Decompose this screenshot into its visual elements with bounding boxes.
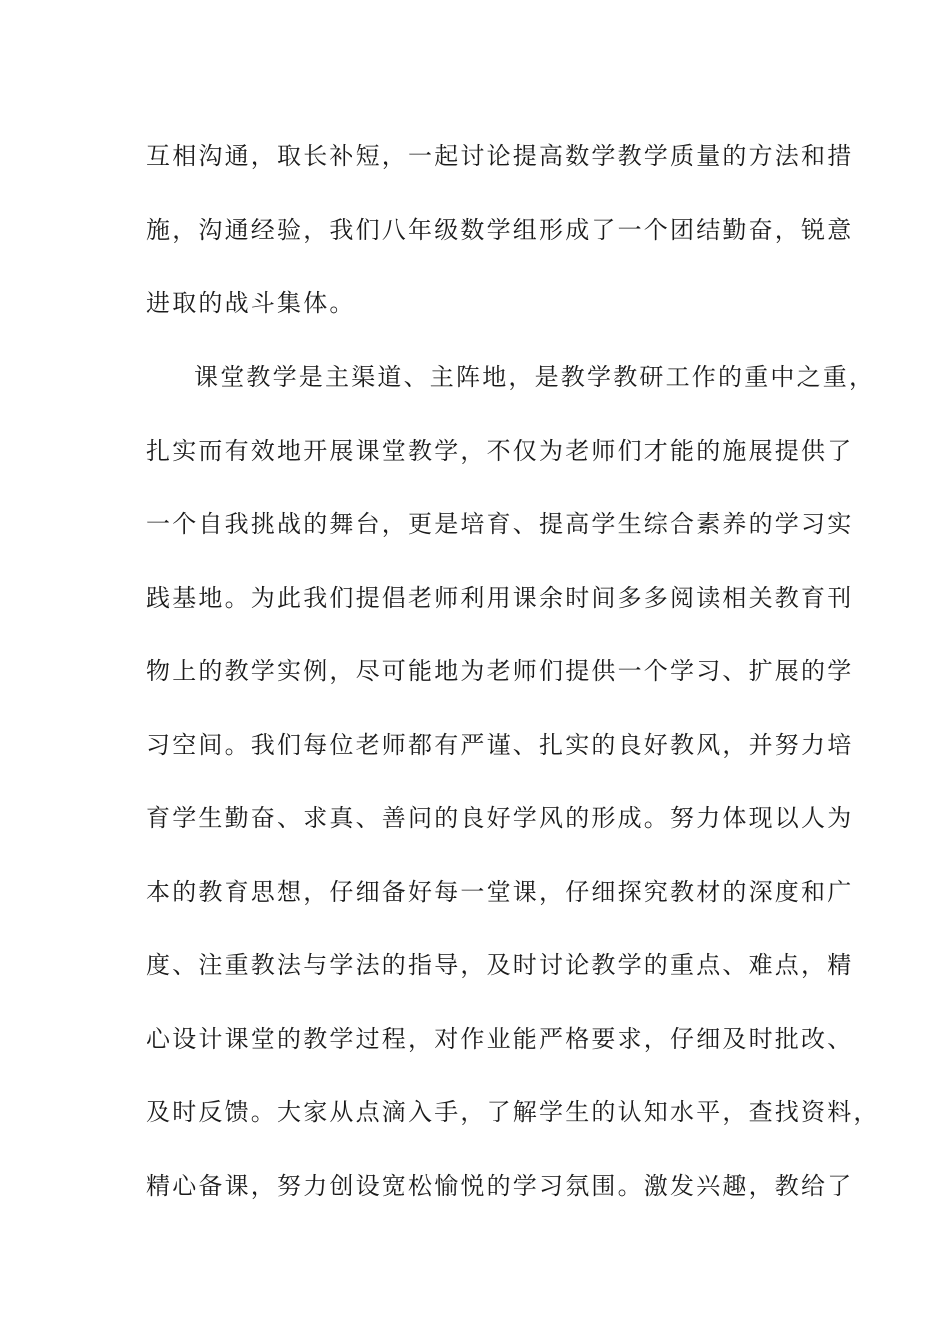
- paragraph-1: [146, 139, 854, 360]
- paragraph-line: 进取的战斗集体。: [146, 289, 356, 317]
- paragraph-line: 精心备课，努力创设宽松愉悦的学习氛围。激发兴趣，教给了: [146, 1171, 854, 1200]
- paragraph-line: 践基地。为此我们提倡老师利用课余时间多多阅读相关教育刊: [146, 583, 854, 612]
- paragraph-line: 习空间。我们每位老师都有严谨、扎实的良好教风，并努力培: [146, 730, 854, 759]
- paragraph-line: 及时反馈。大家从点滴入手，了解学生的认知水平，查找资料，: [146, 1098, 880, 1126]
- paragraph-line: 一个自我挑战的舞台，更是培育、提高学生综合素养的学习实: [146, 510, 854, 538]
- paragraph-2: [146, 360, 880, 1242]
- paragraph-line: 心设计课堂的教学过程，对作业能严格要求，仔细及时批改、: [146, 1024, 854, 1053]
- paragraph-line: 育学生勤奋、求真、善问的良好学风的形成。努力体现以人为: [146, 804, 854, 832]
- paragraph-line: 扎实而有效地开展课堂教学，不仅为老师们才能的施展提供了: [146, 436, 854, 465]
- paragraph-line: 施，沟通经验，我们八年级数学组形成了一个团结勤奋，锐意: [146, 215, 854, 244]
- paragraph-line: 互相沟通，取长补短，一起讨论提高数学教学质量的方法和措: [146, 142, 854, 170]
- paragraph-line: 课堂教学是主渠道、主阵地，是教学教研工作的重中之重，: [194, 363, 876, 391]
- paragraph-line: 度、注重教法与学法的指导，及时讨论教学的重点、难点，精: [146, 951, 854, 979]
- paragraph-line: 物上的教学实例，尽可能地为老师们提供一个学习、扩展的学: [146, 657, 854, 685]
- paragraph-line: 本的教育思想，仔细备好每一堂课，仔细探究教材的深度和广: [146, 877, 854, 906]
